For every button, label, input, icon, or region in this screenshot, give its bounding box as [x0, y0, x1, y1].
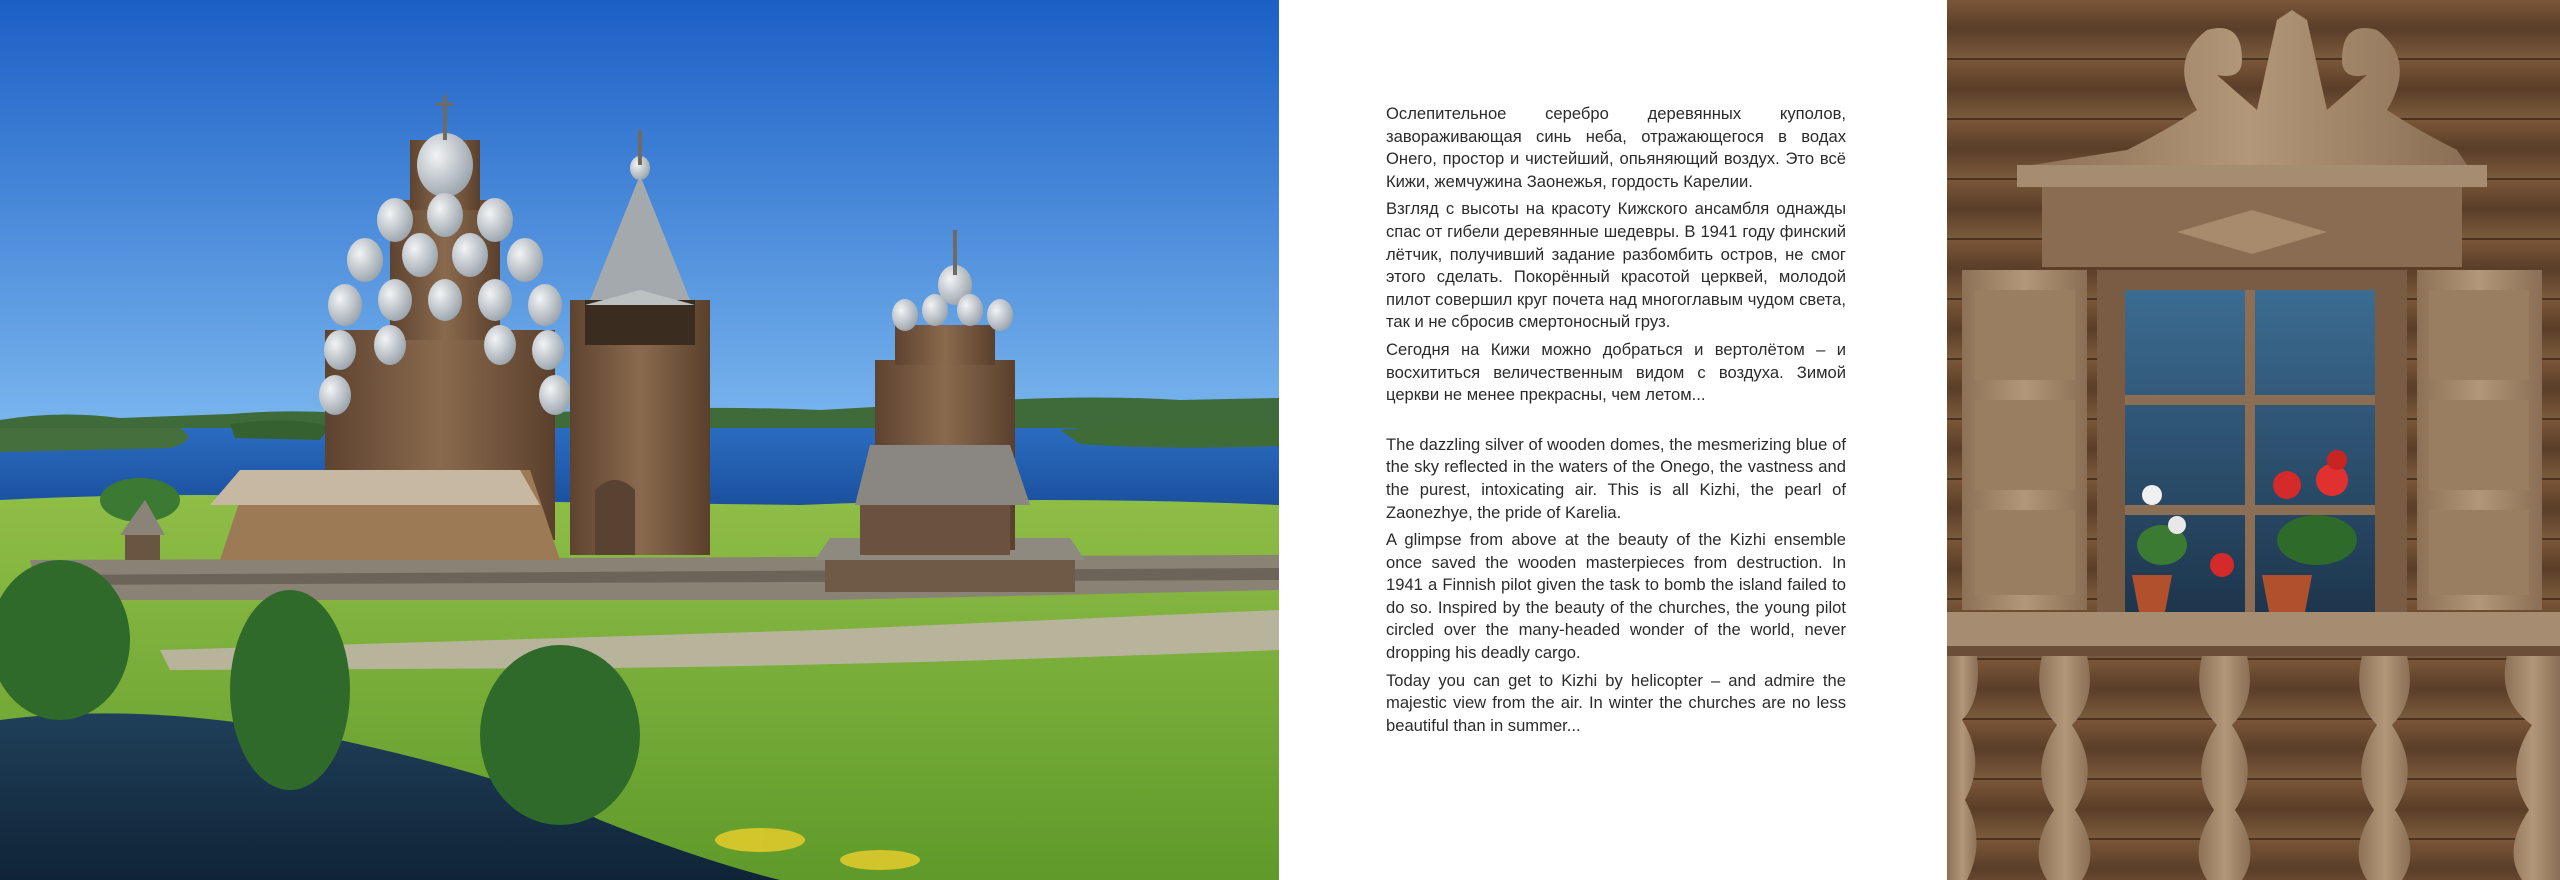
ru-paragraph-2: Взгляд с высоты на красоту Кижского ансамбля однажды спас от гибели деревянные шедевры. В 1941 году финский лётчик, получивший задание разбомбить остров, не смог этого сделать. Покорённый красотой церквей, молодой пилот совершил круг почета над многоглавым чудом света, так и не сбросив смертоносный груз. [1386, 199, 1846, 332]
ru-paragraph-3: Сегодня на Кижи можно добраться и вертолётом – и восхититься величественным видом с воздуха. Зимой церкви не менее прекрасны, чем летом... [1386, 339, 1846, 405]
carved-window-photo [1947, 0, 2560, 880]
en-paragraph-2: A glimpse from above at the beauty of the Kizhi ensemble once saved the wooden masterpieces from destruction. In 1941 a Finnish pilot given the task to bomb the island failed to do so. Inspired by the beauty of the churches, the young pilot circled over the many-headed wonder of the world, never dropping his deadly cargo. [1386, 530, 1846, 663]
kizhi-churches-landscape-icon [0, 0, 1279, 880]
en-paragraph-3: Today you can get to Kizhi by helicopter – and admire the majestic view from the air. In winter the churches are no less beautiful than in summer... [1386, 670, 1846, 735]
en-paragraph-1: The dazzling silver of wooden domes, the mesmerizing blue of the sky reflected in the waters of the Onego, the vastness and the purest, intoxicating air. This is all Kizhi, the pearl of Zaonezhye, the pride of Karelia. [1386, 434, 1846, 522]
carved-wooden-window-icon [1947, 0, 2560, 880]
kizhi-landscape-photo [0, 0, 1279, 880]
ru-paragraph-1: Ослепительное серебро деревянных куполов, завораживающая синь неба, отражающегося в водах Онего, простор и чистейший, опьяняющий воздух. Это всё Кижи, жемчужина Заонежья, гордость Карелии. [1386, 104, 1846, 191]
text-block [1386, 103, 1846, 742]
language-gap [1386, 412, 1846, 434]
text-page [1279, 0, 1947, 880]
